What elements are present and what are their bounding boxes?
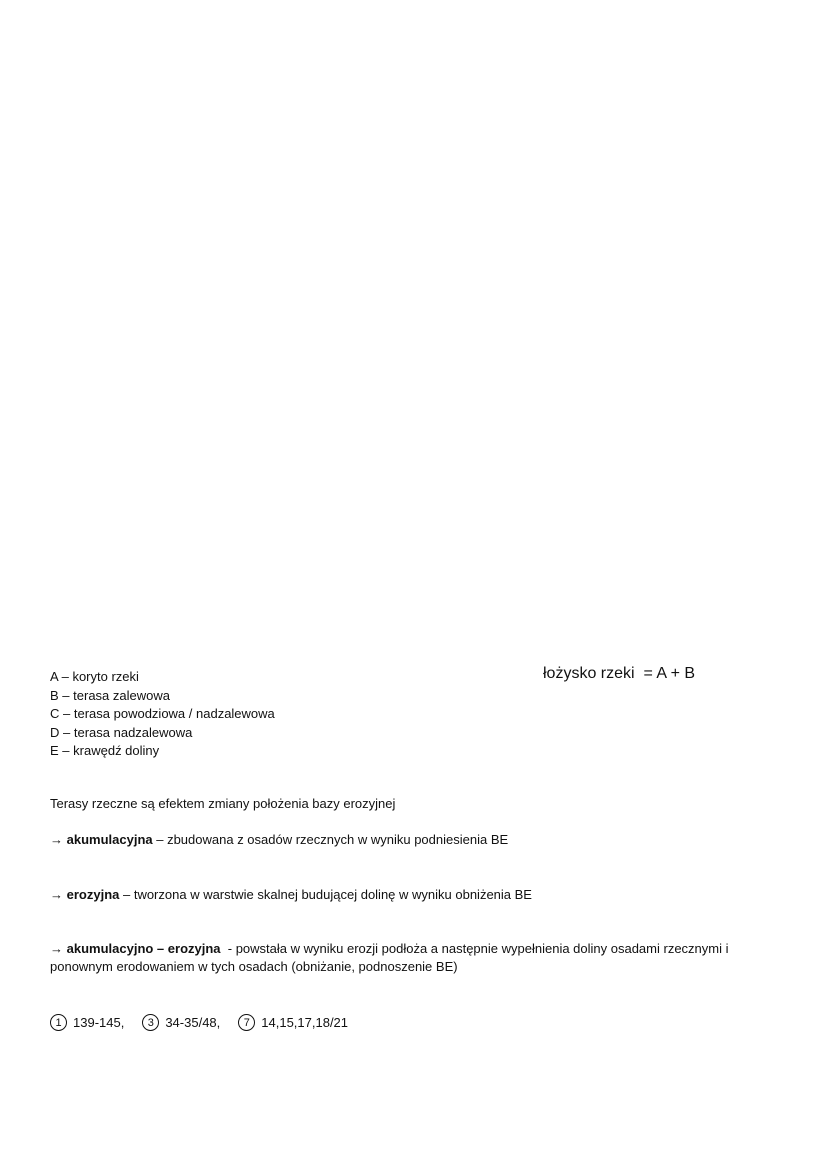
arrow-icon: →: [50, 832, 63, 847]
type-desc: - powstała w wyniku erozji podłoża a następnie wypełnienia doliny osadami rzecznymi i ponownym erodowaniem w tych osadach (obniżanie, podnoszenie BE): [50, 941, 733, 974]
textbook-references: [50, 1014, 366, 1031]
type-akumulacyjno-erozyjna: [50, 940, 780, 976]
reference-item: 1 139-145,: [50, 1014, 124, 1031]
intro-text: Terasy rzeczne są efektem zmiany położenia bazy erozyjnej: [50, 796, 396, 811]
type-akumulacyjna: [50, 831, 508, 849]
legend-list: [50, 668, 275, 761]
type-erozyjna: [50, 886, 532, 904]
circled-number-icon: 3: [142, 1014, 159, 1031]
reference-item: 3 34-35/48,: [142, 1014, 220, 1031]
circled-number-icon: 7: [238, 1014, 255, 1031]
type-name: akumulacyjna: [66, 832, 153, 847]
legend-item-d: D – terasa nadzalewowa: [50, 724, 193, 740]
type-desc: – tworzona w warstwie skalnej budującej dolinę w wyniku obniżenia BE: [119, 887, 532, 902]
type-name: erozyjna: [66, 887, 120, 902]
type-name: akumulacyjno – erozyjna: [66, 941, 221, 956]
reference-item: 7 14,15,17,18/21: [238, 1014, 348, 1031]
legend-item-e: E – krawędź doliny: [50, 743, 160, 758]
legend-item-b: B – terasa zalewowa: [50, 687, 170, 703]
type-desc: – zbudowana z osadów rzecznych w wyniku podniesienia BE: [152, 832, 509, 847]
lozysko-formula: łożysko rzeki = A + B: [543, 665, 696, 682]
circled-number-icon: 1: [50, 1014, 67, 1031]
legend-item-a: A – koryto rzeki: [50, 669, 139, 684]
arrow-icon: →: [50, 941, 63, 956]
legend-item-c: C – terasa powodziowa / nadzalewowa: [50, 706, 275, 721]
arrow-icon: →: [50, 887, 63, 902]
